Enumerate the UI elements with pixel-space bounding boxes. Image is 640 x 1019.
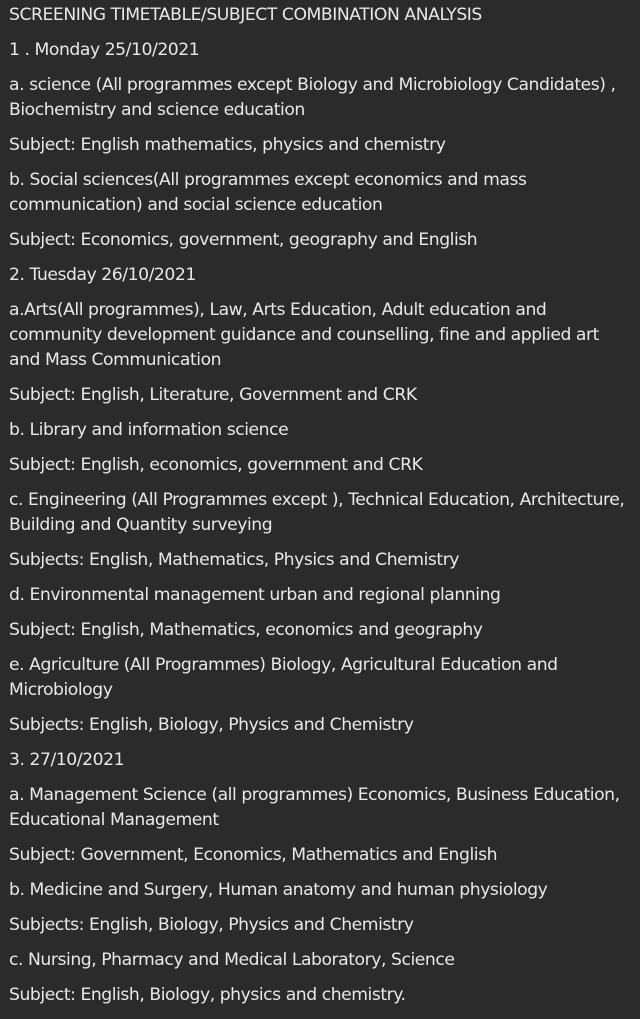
programme-group: b. Library and information science — [9, 420, 289, 440]
programme-group: a. science (All programmes except Biology and Microbiology Candidates) , Biochemistry and science education — [9, 75, 616, 120]
subject-line: Subject: Government, Economics, Mathematics and English — [9, 845, 498, 865]
programme-group: a.Arts(All programmes), Law, Arts Education, Adult education and community development guidance and counselling, fine and applied art and Mass Communication — [9, 300, 599, 370]
subject-line: Subjects: English, Mathematics, Physics and Chemistry — [9, 550, 460, 570]
programme-group: d. Environmental management urban and regional planning — [9, 585, 501, 605]
subject-line: Subject: English, Literature, Government and CRK — [9, 385, 417, 405]
subject-line: Subject: Economics, government, geography and English — [9, 230, 478, 250]
subject-line: Subject: English, Biology, physics and chemistry. — [9, 985, 406, 1005]
programme-group: c. Nursing, Pharmacy and Medical Laboratory, Science — [9, 950, 455, 970]
programme-group: e. Agriculture (All Programmes) Biology, Agricultural Education and Microbiology — [9, 655, 558, 700]
subject-line: Subject: English, Mathematics, economics and geography — [9, 620, 483, 640]
programme-group: b. Social sciences(All programmes except economics and mass communication) and social science education — [9, 170, 527, 215]
day-heading: 2. Tuesday 26/10/2021 — [9, 265, 196, 285]
day-heading: 3. 27/10/2021 — [9, 750, 125, 770]
subject-line: Subject: English mathematics, physics and chemistry — [9, 135, 446, 155]
subject-line: Subjects: English, Biology, Physics and Chemistry — [9, 915, 414, 935]
subject-line: Subjects: English, Biology, Physics and Chemistry — [9, 715, 414, 735]
subject-line: Subject: English, economics, government and CRK — [9, 455, 423, 475]
programme-group: a. Management Science (all programmes) Economics, Business Education, Educational Management — [9, 785, 620, 830]
document-title: SCREENING TIMETABLE/SUBJECT COMBINATION ANALYSIS — [9, 5, 482, 25]
programme-group: c. Engineering (All Programmes except ), Technical Education, Architecture, Building and Quantity surveying — [9, 490, 625, 535]
day-heading: 1 . Monday 25/10/2021 — [9, 40, 200, 60]
programme-group: b. Medicine and Surgery, Human anatomy and human physiology — [9, 880, 548, 900]
